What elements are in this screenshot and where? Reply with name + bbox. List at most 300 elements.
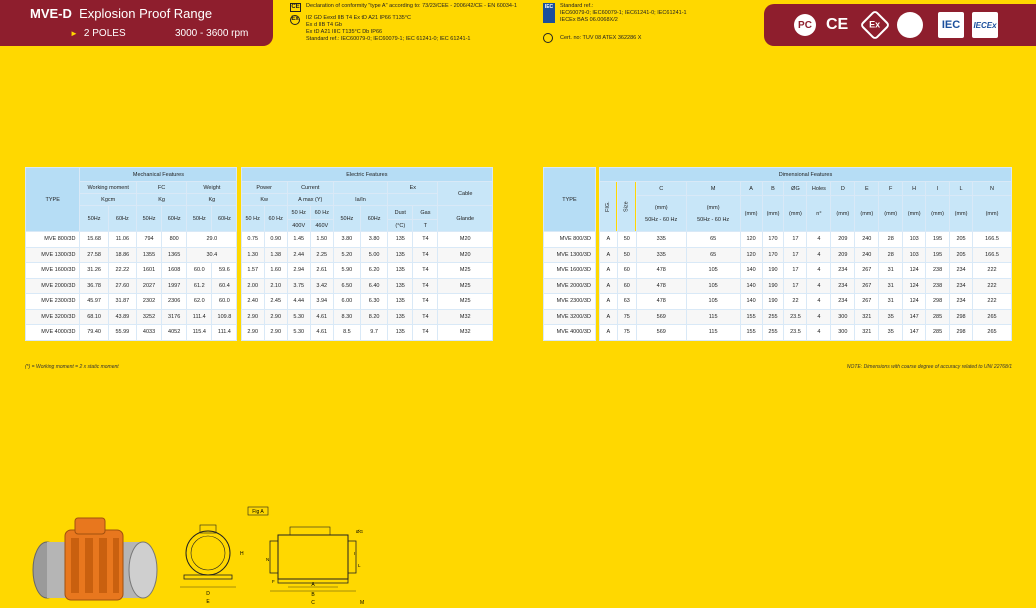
ex-mark-icon: Ex xyxy=(290,15,300,25)
table-cell: 17 xyxy=(784,278,807,294)
table-cell: 1.50 xyxy=(310,232,333,248)
table-row xyxy=(544,309,1012,325)
fc-60hz: 60Hz xyxy=(162,206,187,232)
table-cell: 794 xyxy=(136,232,161,248)
table-row xyxy=(544,278,1012,294)
table-cell: 28 xyxy=(879,232,903,248)
table-row xyxy=(26,294,493,310)
n-unit: (mm) xyxy=(973,196,1012,232)
table-cell: 31 xyxy=(879,278,903,294)
table-cell: MVE 1300/3D xyxy=(544,247,596,263)
holes-unit: n° xyxy=(807,196,831,232)
table-cell: MVE 4000/3D xyxy=(26,325,80,341)
header-banner-right xyxy=(764,4,1036,46)
table-cell: 31.87 xyxy=(108,294,136,310)
table-cell: 2306 xyxy=(162,294,187,310)
table-cell: 5.20 xyxy=(333,247,360,263)
table-cell: 105 xyxy=(686,294,740,310)
table-cell: 195 xyxy=(926,232,950,248)
table-cell: 234 xyxy=(950,278,973,294)
a-header: A xyxy=(740,182,762,196)
table-cell: A xyxy=(599,309,617,325)
fig-header: FIG. xyxy=(599,182,617,232)
table-cell: 17 xyxy=(784,232,807,248)
fc-unit: Kg xyxy=(136,194,186,206)
dim-n-letter: N xyxy=(266,557,270,562)
dim-b-letter: B xyxy=(311,592,315,598)
table-cell: 298 xyxy=(950,325,973,341)
header-banner-left xyxy=(0,0,273,46)
table-cell: 205 xyxy=(950,247,973,263)
table-row xyxy=(544,247,1012,263)
fc-50hz: 50Hz xyxy=(136,206,161,232)
table-cell: 140 xyxy=(740,263,762,279)
table-cell: 321 xyxy=(855,325,879,341)
current-unit: A max (Y) xyxy=(287,194,333,206)
table-cell: 0.75 xyxy=(241,232,264,248)
table-cell: 35 xyxy=(879,309,903,325)
table-cell: 4 xyxy=(807,309,831,325)
table-cell: 35 xyxy=(879,325,903,341)
table-cell: 68.10 xyxy=(80,309,108,325)
holes-header: Holes xyxy=(807,182,831,196)
wm-60hz: 60Hz xyxy=(108,206,136,232)
table-cell: 5.90 xyxy=(333,263,360,279)
table-cell: 2.90 xyxy=(241,309,264,325)
table-cell: 2.10 xyxy=(264,278,287,294)
table-cell: 135 xyxy=(388,247,413,263)
table-row xyxy=(26,247,493,263)
t-class: T xyxy=(413,220,438,232)
table-cell: 124 xyxy=(903,294,926,310)
m-unit: (mm) 50Hz - 60 Hz xyxy=(686,196,740,232)
table-cell: 11.06 xyxy=(108,232,136,248)
table-cell: 62.0 xyxy=(187,294,212,310)
dim-type-header: TYPE xyxy=(544,168,596,232)
dimensional-table xyxy=(543,167,1012,341)
table-cell: 17 xyxy=(784,263,807,279)
degc: (°C) xyxy=(388,220,413,232)
cqc-seal-icon xyxy=(897,12,923,38)
table-cell: 43.89 xyxy=(108,309,136,325)
rpm-label: 3000 - 3600 rpm xyxy=(175,28,249,39)
table-cell: 285 xyxy=(926,325,950,341)
table-cell: 1.38 xyxy=(264,247,287,263)
table-cell: M32 xyxy=(438,309,493,325)
v400: 400V xyxy=(287,220,310,232)
table-cell: 4.61 xyxy=(310,325,333,341)
d-unit: (mm) xyxy=(831,196,855,232)
electro-mechanical-table xyxy=(25,167,493,341)
table-cell: 75 xyxy=(617,309,636,325)
left-table-note: (*) = Working moment = 2 x static moment xyxy=(25,364,119,370)
table-cell: 2.40 xyxy=(241,294,264,310)
table-cell: 55.99 xyxy=(108,325,136,341)
wm-unit: Kgcm xyxy=(80,194,137,206)
table-cell: 4 xyxy=(807,232,831,248)
table-cell: 1355 xyxy=(136,247,161,263)
table-cell: 111.4 xyxy=(212,325,237,341)
table-cell: 1997 xyxy=(162,278,187,294)
table-cell: 222 xyxy=(973,278,1012,294)
c-unit: (mm) 50Hz - 60 Hz xyxy=(636,196,686,232)
table-cell: 31 xyxy=(879,263,903,279)
table-cell: 190 xyxy=(762,294,784,310)
table-cell: T4 xyxy=(413,247,438,263)
table-cell: 222 xyxy=(973,294,1012,310)
table-cell: 321 xyxy=(855,309,879,325)
dim-f-letter: F xyxy=(272,579,275,584)
e-header: E xyxy=(855,182,879,196)
table-cell: MVE 1600/3D xyxy=(26,263,80,279)
table-cell: 50 xyxy=(617,232,636,248)
table-cell: 29.0 xyxy=(187,232,237,248)
table-cell: 569 xyxy=(636,325,686,341)
dim-i-letter: I xyxy=(354,551,356,556)
dim-e-letter: E xyxy=(206,599,210,605)
table-cell: 4 xyxy=(807,263,831,279)
table-cell: A xyxy=(599,247,617,263)
table-cell: A xyxy=(599,232,617,248)
working-moment-header: Working moment xyxy=(80,182,137,194)
f-unit: (mm) xyxy=(879,196,903,232)
table-row xyxy=(26,325,493,341)
table-cell: 4033 xyxy=(136,325,161,341)
table-cell: 31.26 xyxy=(80,263,108,279)
table-cell: 285 xyxy=(926,309,950,325)
power-60hz: 60 Hz xyxy=(264,206,287,232)
table-cell: 234 xyxy=(831,263,855,279)
table-cell: 166.5 xyxy=(973,247,1012,263)
table-cell: 2.61 xyxy=(310,263,333,279)
table-cell: 22 xyxy=(784,294,807,310)
ia-in-header: Ia/In xyxy=(333,194,387,206)
dimension-drawing xyxy=(178,505,373,608)
table-cell: M25 xyxy=(438,294,493,310)
table-cell: 3.80 xyxy=(361,232,388,248)
gas-header: Gas xyxy=(413,206,438,220)
table-cell: MVE 800/3D xyxy=(26,232,80,248)
table-cell: 8.20 xyxy=(361,309,388,325)
table-cell: 103 xyxy=(903,247,926,263)
table-cell: 1365 xyxy=(162,247,187,263)
table-cell: 300 xyxy=(831,309,855,325)
table-cell: 18.86 xyxy=(108,247,136,263)
table-cell: 135 xyxy=(388,309,413,325)
wm-50hz: 50Hz xyxy=(80,206,108,232)
table-cell: 63 xyxy=(617,294,636,310)
table-cell: 2.90 xyxy=(264,325,287,341)
table-cell: 478 xyxy=(636,294,686,310)
table-cell: 170 xyxy=(762,232,784,248)
table-cell: MVE 2300/3D xyxy=(544,294,596,310)
cert-right-text: Standard ref.: IEC60079-0; IEC60079-1; IEC61241-0; IEC61241-1 IECEx BAS 06.0068X/2 xyxy=(560,3,687,23)
table-cell: 255 xyxy=(762,309,784,325)
table-cell: 4.61 xyxy=(310,309,333,325)
table-cell: 59.6 xyxy=(212,263,237,279)
table-cell: 1.60 xyxy=(264,263,287,279)
mechanical-features-header: Mechanical Features xyxy=(80,168,237,182)
table-cell: 103 xyxy=(903,232,926,248)
table-cell: 4 xyxy=(807,325,831,341)
table-cell: 4052 xyxy=(162,325,187,341)
table-cell: 569 xyxy=(636,309,686,325)
table-cell: MVE 1300/3D xyxy=(26,247,80,263)
table-cell: 166.5 xyxy=(973,232,1012,248)
table-cell: 111.4 xyxy=(187,309,212,325)
iain-50hz: 50Hz xyxy=(333,206,360,232)
i-header: I xyxy=(926,182,950,196)
table-cell: 28 xyxy=(879,247,903,263)
table-cell: T4 xyxy=(413,278,438,294)
weight-60hz: 60Hz xyxy=(212,206,237,232)
table-cell: 8.30 xyxy=(333,309,360,325)
table-cell: 135 xyxy=(388,278,413,294)
table-cell: MVE 2000/3D xyxy=(544,278,596,294)
table-cell: 135 xyxy=(388,294,413,310)
table-cell: 60.4 xyxy=(212,278,237,294)
table-cell: 170 xyxy=(762,247,784,263)
tuv-mark-icon xyxy=(543,33,553,43)
table-cell: 2.25 xyxy=(310,247,333,263)
l-header: L xyxy=(950,182,973,196)
table-cell: M25 xyxy=(438,278,493,294)
table-cell: 3.75 xyxy=(287,278,310,294)
cable-header: Cable xyxy=(438,182,493,206)
table-cell: 2.45 xyxy=(264,294,287,310)
og-unit: (mm) xyxy=(784,196,807,232)
table-cell: 30.4 xyxy=(187,247,237,263)
atex-ex-icon: Ex xyxy=(859,9,890,40)
table-cell: 60.0 xyxy=(212,294,237,310)
cert-left-text: Declaration of conformity "type A" according to: 73/23/CEE - 2006/42/CE - EN 60034-1 II2 GD Eexd IIB T4 Ex tD A21 IP66 T135°C Ex d IIB T4 Gb Ex tD A21 IIIC T135°C Db IP66 Standard ref.: IEC60079-0; IEC60079-1; IEC 61241-0; IEC 61241-1 xyxy=(306,3,517,42)
table-cell: 23.5 xyxy=(784,325,807,341)
dim-d-letter: D xyxy=(206,591,210,597)
table-cell: 2.90 xyxy=(241,325,264,341)
electric-features-header: Electric Features xyxy=(241,168,492,182)
table-cell: 79.40 xyxy=(80,325,108,341)
table-cell: 4 xyxy=(807,294,831,310)
table-cell: 240 xyxy=(855,247,879,263)
power-unit: Kw xyxy=(241,194,287,206)
dim-og-letter: ØG xyxy=(356,529,364,534)
ex-header-icon: Ex xyxy=(388,182,438,194)
table-cell: 27.58 xyxy=(80,247,108,263)
table-cell: A xyxy=(599,263,617,279)
table-cell: 1.57 xyxy=(241,263,264,279)
table-cell: 50 xyxy=(617,247,636,263)
table-cell: 265 xyxy=(973,309,1012,325)
table-cell: 195 xyxy=(926,247,950,263)
table-cell: 135 xyxy=(388,325,413,341)
table-cell: 240 xyxy=(855,232,879,248)
table-cell: 124 xyxy=(903,278,926,294)
f-header: F xyxy=(879,182,903,196)
table-cell: 2.44 xyxy=(287,247,310,263)
dust-header: Dust xyxy=(388,206,413,220)
table-cell: 265 xyxy=(973,325,1012,341)
table-cell: T4 xyxy=(413,263,438,279)
table-cell: 234 xyxy=(950,294,973,310)
table-cell: 267 xyxy=(855,278,879,294)
table-cell: 255 xyxy=(762,325,784,341)
triangle-bullet-icon: ► xyxy=(70,29,78,38)
power-header: Power xyxy=(241,182,287,194)
table-cell: 5.30 xyxy=(287,309,310,325)
table-cell: 300 xyxy=(831,325,855,341)
table-cell: 140 xyxy=(740,278,762,294)
table-cell: 6.20 xyxy=(361,263,388,279)
h-unit: (mm) xyxy=(903,196,926,232)
table-cell: 190 xyxy=(762,263,784,279)
dim-l-letter: L xyxy=(358,563,361,568)
table-cell: 3.94 xyxy=(310,294,333,310)
table-cell: T4 xyxy=(413,294,438,310)
right-table-note: NOTE: Dimensions with coarse degree of accuracy related to UNI 22768/1 xyxy=(846,364,1012,370)
table-row xyxy=(544,232,1012,248)
table-cell: 65 xyxy=(686,232,740,248)
n-header: N xyxy=(973,182,1012,196)
table-cell: MVE 800/3D xyxy=(544,232,596,248)
table-cell: 140 xyxy=(740,294,762,310)
table-cell: 3176 xyxy=(162,309,187,325)
type-header: TYPE xyxy=(26,168,80,232)
table-cell: 155 xyxy=(740,309,762,325)
current-60hz: 60 Hz xyxy=(310,206,333,220)
og-header: ØG xyxy=(784,182,807,196)
table-cell: 2027 xyxy=(136,278,161,294)
dim-c-letter: C xyxy=(311,600,315,606)
table-cell: 109.8 xyxy=(212,309,237,325)
iecex-icon: IECEx xyxy=(972,12,998,38)
size-header: Size xyxy=(617,182,636,232)
table-cell: 267 xyxy=(855,294,879,310)
table-cell: 2.00 xyxy=(241,278,264,294)
h-header: H xyxy=(903,182,926,196)
table-cell: 0.90 xyxy=(264,232,287,248)
ce-icon: CE xyxy=(826,16,849,33)
table-cell: 209 xyxy=(831,232,855,248)
table-cell: 60.0 xyxy=(187,263,212,279)
v460: 460V xyxy=(310,220,333,232)
table-cell: 75 xyxy=(617,325,636,341)
d-header: D xyxy=(831,182,855,196)
table-cell: 209 xyxy=(831,247,855,263)
table-cell: 115 xyxy=(686,309,740,325)
table-cell: 8.5 xyxy=(333,325,360,341)
table-cell: 478 xyxy=(636,278,686,294)
table-cell: T4 xyxy=(413,232,438,248)
table-cell: MVE 1600/3D xyxy=(544,263,596,279)
table-cell: M32 xyxy=(438,325,493,341)
table-cell: A xyxy=(599,294,617,310)
table-cell: 800 xyxy=(162,232,187,248)
m-header: M xyxy=(686,182,740,196)
table-cell: 61.2 xyxy=(187,278,212,294)
table-cell: 31 xyxy=(879,294,903,310)
table-cell: 478 xyxy=(636,263,686,279)
table-cell: T4 xyxy=(413,325,438,341)
table-row xyxy=(26,278,493,294)
cable-unit: Glande xyxy=(438,206,493,232)
table-row xyxy=(544,263,1012,279)
table-cell: 124 xyxy=(903,263,926,279)
weight-unit: Kg xyxy=(187,194,237,206)
poles-label: ► 2 POLES xyxy=(70,28,126,39)
b-unit: (mm) xyxy=(762,196,784,232)
table-cell: 60 xyxy=(617,263,636,279)
table-cell: 135 xyxy=(388,232,413,248)
table-row xyxy=(544,294,1012,310)
table-cell: A xyxy=(599,325,617,341)
b-header: B xyxy=(762,182,784,196)
table-cell: 1.30 xyxy=(241,247,264,263)
iec-small-icon: IEC xyxy=(543,3,555,23)
table-cell: 3.80 xyxy=(333,232,360,248)
dimensional-features-header: Dimensional Features xyxy=(599,168,1011,182)
table-cell: 1608 xyxy=(162,263,187,279)
table-cell: M20 xyxy=(438,247,493,263)
table-cell: 335 xyxy=(636,247,686,263)
table-cell: 3.42 xyxy=(310,278,333,294)
table-cell: M20 xyxy=(438,232,493,248)
fig-a-label: Fig A xyxy=(252,509,264,515)
table-cell: 222 xyxy=(973,263,1012,279)
table-cell: 155 xyxy=(740,325,762,341)
cert-number: Cert. no: TUV 08 ATEX 362286 X xyxy=(560,35,642,41)
iain-60hz: 60Hz xyxy=(361,206,388,232)
table-cell: 238 xyxy=(926,263,950,279)
table-row xyxy=(26,309,493,325)
table-row xyxy=(544,325,1012,341)
table-cell: 298 xyxy=(950,309,973,325)
table-cell: 298 xyxy=(926,294,950,310)
iec-icon: IEC xyxy=(938,12,964,38)
table-cell: T4 xyxy=(413,309,438,325)
table-cell: 65 xyxy=(686,247,740,263)
table-cell: 234 xyxy=(831,294,855,310)
table-cell: 115 xyxy=(686,325,740,341)
e-unit: (mm) xyxy=(855,196,879,232)
dim-h-letter: H xyxy=(240,551,244,557)
table-cell: 147 xyxy=(903,309,926,325)
table-cell: 2302 xyxy=(136,294,161,310)
table-cell: 6.30 xyxy=(361,294,388,310)
table-cell: 6.00 xyxy=(333,294,360,310)
table-cell: 23.5 xyxy=(784,309,807,325)
table-cell: 234 xyxy=(950,263,973,279)
table-cell: 115.4 xyxy=(187,325,212,341)
table-cell: 1601 xyxy=(136,263,161,279)
table-cell: MVE 2300/3D xyxy=(26,294,80,310)
table-cell: 15.68 xyxy=(80,232,108,248)
table-cell: 120 xyxy=(740,247,762,263)
l-unit: (mm) xyxy=(950,196,973,232)
table-cell: 190 xyxy=(762,278,784,294)
table-cell: 105 xyxy=(686,263,740,279)
table-row xyxy=(26,263,493,279)
table-cell: A xyxy=(599,278,617,294)
table-cell: 9.7 xyxy=(361,325,388,341)
dim-m-letter: M xyxy=(360,600,365,606)
i-unit: (mm) xyxy=(926,196,950,232)
table-cell: 105 xyxy=(686,278,740,294)
table-cell: 147 xyxy=(903,325,926,341)
current-50hz: 50 Hz xyxy=(287,206,310,220)
table-cell: 27.60 xyxy=(108,278,136,294)
table-cell: 2.90 xyxy=(264,309,287,325)
table-cell: MVE 4000/3D xyxy=(544,325,596,341)
